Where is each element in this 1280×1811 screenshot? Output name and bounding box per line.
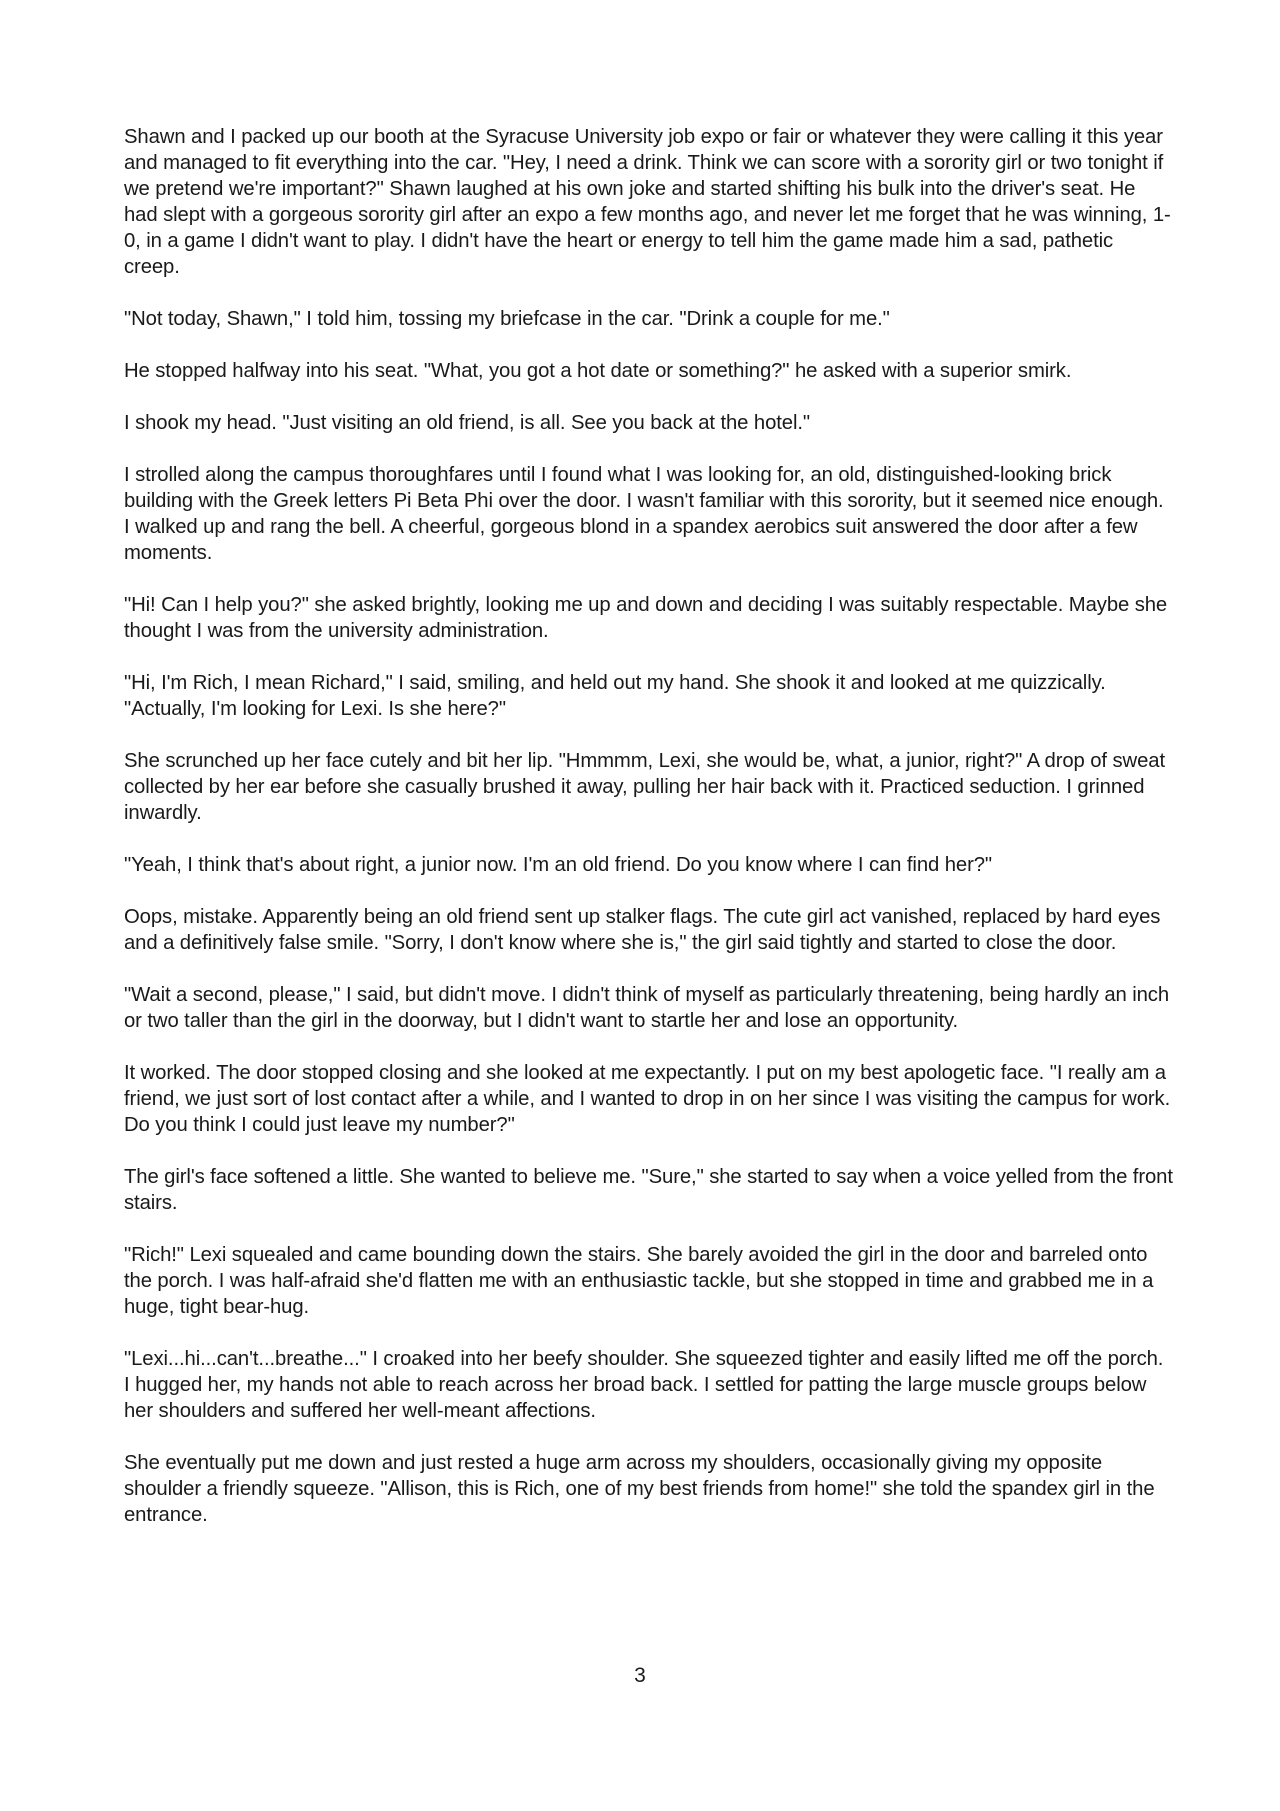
paragraph-15: "Lexi...hi...can't...breathe..." I croaked into her beefy shoulder. She squeezed tighter and easily lifted me off the porch. I hugged her, my hands not able to reach across her broad back. I settled for patting the large muscle groups below her shoulders and suffered her well-meant affections.	[124, 1348, 1164, 1422]
paragraph-7: "Hi, I'm Rich, I mean Richard," I said, smiling, and held out my hand. She shook it and looked at me quizzically. "Actually, I'm looking for Lexi. Is she here?"	[124, 672, 1106, 720]
paragraph-6: "Hi! Can I help you?" she asked brightly, looking me up and down and deciding I was suitably respectable. Maybe she thought I was from the university administration.	[124, 594, 1168, 642]
paragraph-12: It worked. The door stopped closing and she looked at me expectantly. I put on my best apologetic face. "I really am a friend, we just sort of lost contact after a while, and I wanted to drop in on her since I was visiting the campus for work. Do you think I could just leave my number?"	[124, 1062, 1171, 1136]
paragraph-16: She eventually put me down and just rested a huge arm across my shoulders, occasionally giving my opposite shoulder a friendly squeeze. "Allison, this is Rich, one of my best friends from home!" she told the spandex girl in the entrance.	[124, 1452, 1155, 1526]
page-number: 3	[634, 1664, 646, 1687]
paragraph-2: "Not today, Shawn," I told him, tossing my briefcase in the car. "Drink a couple for me."	[124, 308, 890, 330]
paragraph-4: I shook my head. "Just visiting an old friend, is all. See you back at the hotel."	[124, 412, 810, 434]
paragraph-9: "Yeah, I think that's about right, a junior now. I'm an old friend. Do you know where I can find her?"	[124, 854, 993, 876]
body-text	[124, 124, 1174, 1554]
paragraph-8: She scrunched up her face cutely and bit her lip. "Hmmmm, Lexi, she would be, what, a junior, right?" A drop of sweat collected by her ear before she casually brushed it away, pulling her hair back with it. Practiced seduction. I grinned inwardly.	[124, 750, 1165, 824]
paragraph-11: "Wait a second, please," I said, but didn't move. I didn't think of myself as particularly threatening, being hardly an inch or two taller than the girl in the doorway, but I didn't want to startle her and lose an opportunity.	[124, 984, 1170, 1032]
paragraph-5: I strolled along the campus thoroughfares until I found what I was looking for, an old, distinguished-looking brick building with the Greek letters Pi Beta Phi over the door. I wasn't familiar with this sorority, but it seemed nice enough. I walked up and rang the bell. A cheerful, gorgeous blond in a spandex aerobics suit answered the door after a few moments.	[124, 464, 1164, 564]
paragraph-13: The girl's face softened a little. She wanted to believe me. "Sure," she started to say when a voice yelled from the front stairs.	[124, 1166, 1173, 1214]
paragraph-10: Oops, mistake. Apparently being an old friend sent up stalker flags. The cute girl act vanished, replaced by hard eyes and a definitively false smile. "Sorry, I don't know where she is," the girl said tightly and started to close the door.	[124, 906, 1161, 954]
paragraph-1: Shawn and I packed up our booth at the Syracuse University job expo or fair or whatever they were calling it this year and managed to fit everything into the car. "Hey, I need a drink. Think we can score with a sorority girl or two tonight if we pretend we're important?" Shawn laughed at his own joke and started shifting his bulk into the driver's seat. He had slept with a gorgeous sorority girl after an expo a few months ago, and never let me forget that he was winning, 1-0, in a game I didn't want to play. I didn't have the heart or energy to tell him the game made him a sad, pathetic creep.	[124, 126, 1171, 278]
paragraph-14: "Rich!" Lexi squealed and came bounding down the stairs. She barely avoided the girl in the door and barreled onto the porch. I was half-afraid she'd flatten me with an enthusiastic tackle, but she stopped in time and grabbed me in a huge, tight bear-hug.	[124, 1244, 1154, 1318]
paragraph-3: He stopped halfway into his seat. "What, you got a hot date or something?" he asked with a superior smirk.	[124, 360, 1072, 382]
